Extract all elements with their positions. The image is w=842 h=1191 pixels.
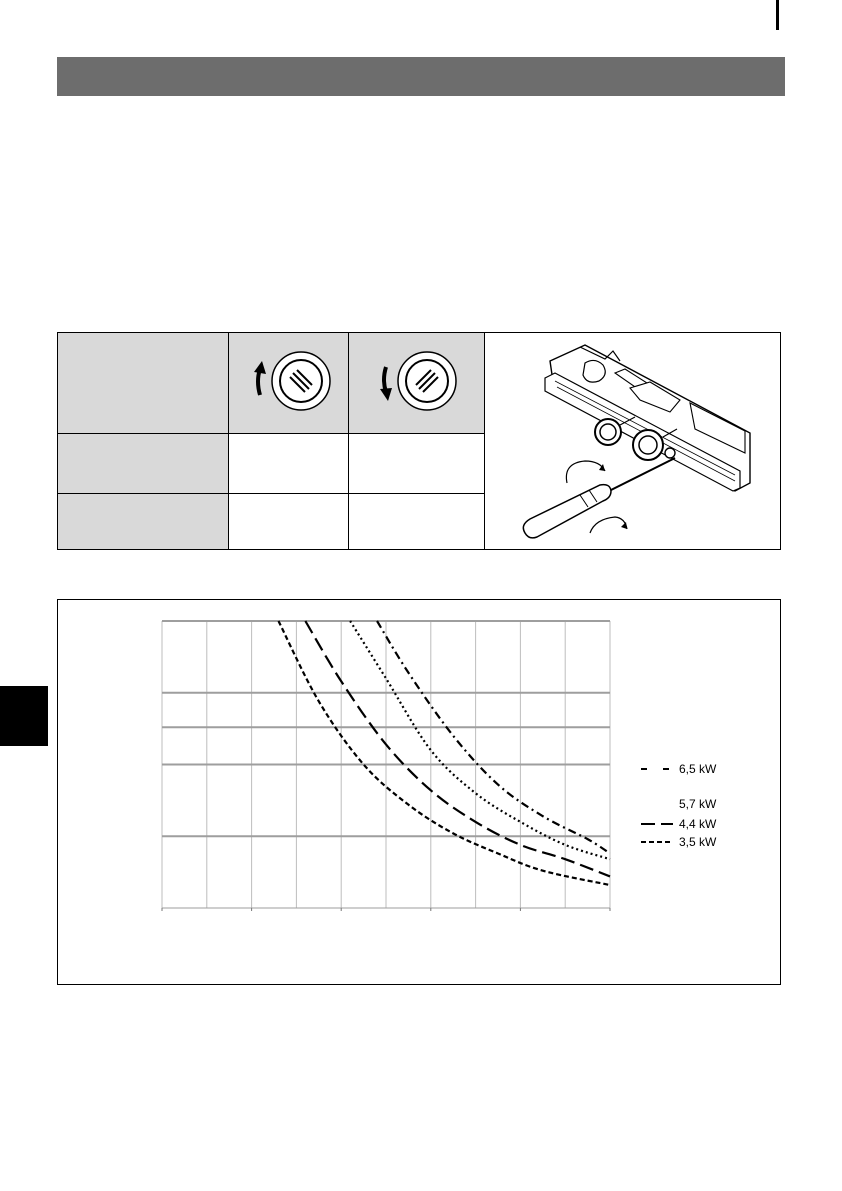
rotate-counterclockwise-icon <box>349 333 485 433</box>
legend-label: 5,7 kW <box>679 797 717 811</box>
table-row-2-clockwise-value <box>228 493 348 549</box>
table-row-2-counterclockwise-value <box>348 493 484 549</box>
table-row-1-counterclockwise-value <box>348 433 484 493</box>
table-row-2-label <box>58 493 228 549</box>
legend-label: 4,4 kW <box>679 817 717 831</box>
illustration-cell <box>484 333 780 549</box>
series-line-1 <box>377 621 610 853</box>
table-header-counterclockwise-cell <box>348 333 484 433</box>
chart-grid <box>162 621 610 911</box>
adjustment-table <box>57 332 781 550</box>
chart-curves <box>278 621 610 885</box>
legend-label: 3,5 kW <box>679 835 717 849</box>
section-header-bar <box>57 57 785 96</box>
pressure-flow-chart <box>58 600 780 984</box>
chart-legend <box>641 762 717 849</box>
crop-mark <box>776 0 779 30</box>
screwdriver-adjustment-illustration <box>485 333 781 549</box>
chapter-side-tab <box>0 686 48 746</box>
pressure-flow-chart-frame <box>57 599 781 985</box>
legend-label: 6,5 kW <box>679 762 717 776</box>
table-row-1-label <box>58 433 228 493</box>
table-row-1-clockwise-value <box>228 433 348 493</box>
table-header-clockwise-cell <box>228 333 348 433</box>
table-header-label-cell <box>58 333 228 433</box>
rotate-clockwise-icon <box>229 333 349 433</box>
